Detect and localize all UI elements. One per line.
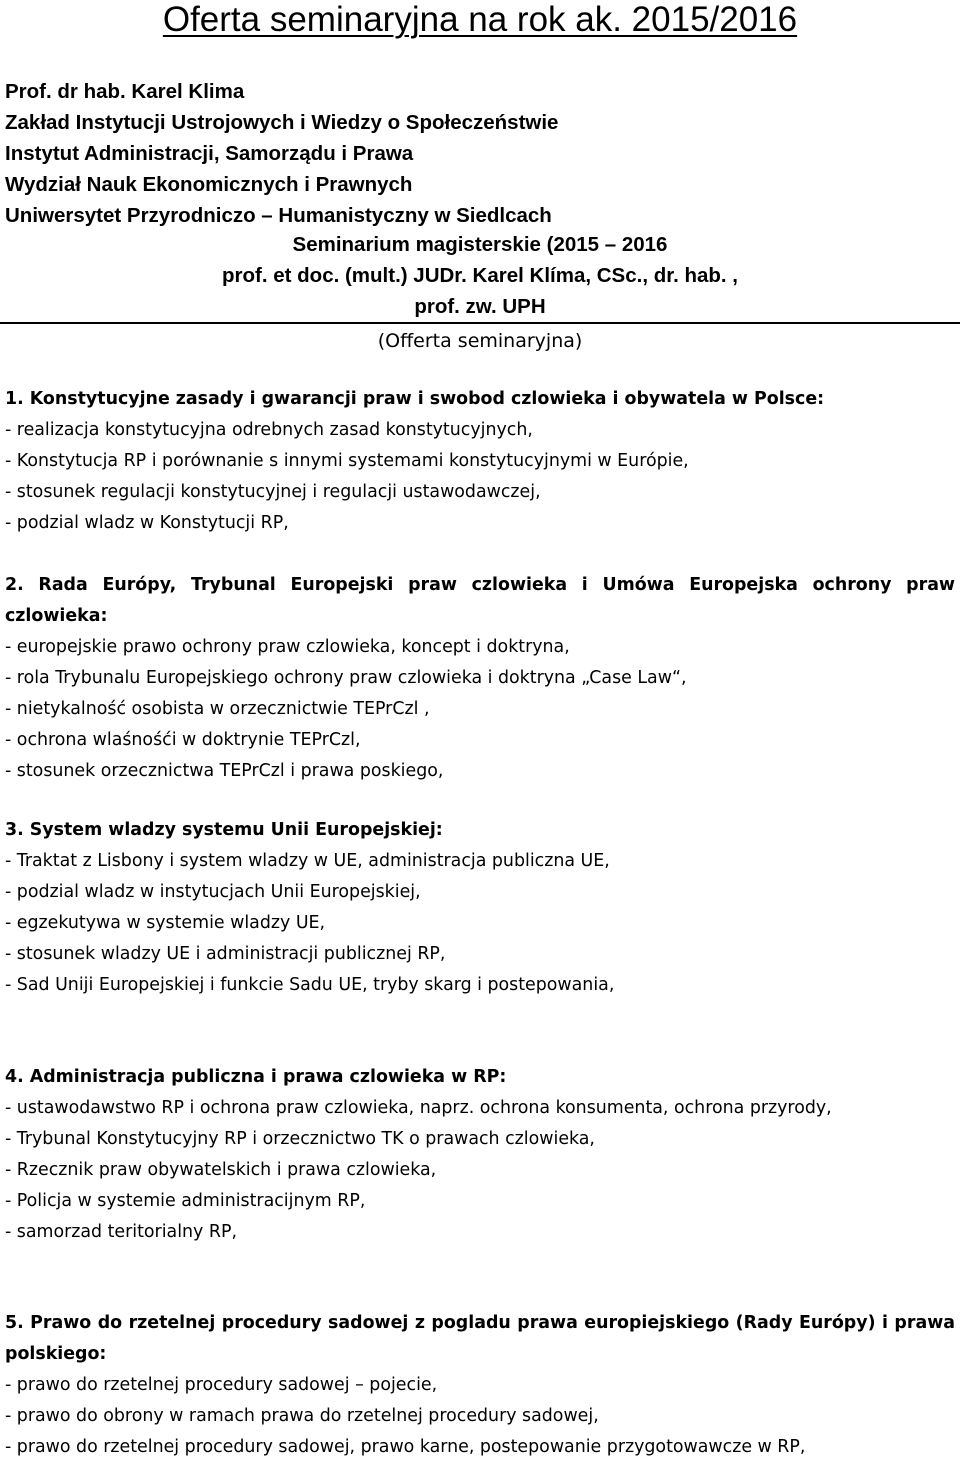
list-item: - prawo do obrony w ramach prawa do rzetelnej procedury sadowej, (5, 1406, 599, 1426)
author-block (5, 76, 558, 231)
section-3 (5, 815, 955, 1001)
supervisor-line-1: prof. et doc. (mult.) JUDr. Karel Klíma, CSc., dr. hab. , (221, 264, 738, 287)
section-items (5, 846, 955, 1001)
list-item: - Sad Uniji Europejskiej i funkcie Sadu UE, tryby skarg i postepowania, (5, 975, 615, 995)
author-institute: Instytut Administracji, Samorządu i Prawa (5, 142, 414, 165)
list-item: - europejskie prawo ochrony praw czlowieka, koncept i doktryna, (5, 637, 570, 657)
section-heading: 4. Administracja publiczna i prawa czlowieka w RP: (5, 1067, 507, 1087)
list-item: - ochrona wlaśnośći w doktrynie TEPrCzl, (5, 730, 361, 750)
document-subtitle: (Offerta seminaryjna) (377, 330, 583, 352)
horizontal-rule (0, 322, 960, 324)
supervisor-line-2: prof. zw. UPH (414, 295, 546, 318)
list-item: - egzekutywa w systemie wladzy UE, (5, 913, 326, 933)
section-items (5, 1370, 955, 1463)
document-title: Oferta seminaryjna na rok ak. 2015/2016 (162, 0, 798, 39)
list-item: - stosunek wladzy UE i administracji publicznej RP, (5, 944, 446, 964)
seminar-title: Seminarium magisterskie (2015 – 2016 (292, 233, 668, 256)
list-item: - samorzad teritorialny RP, (5, 1222, 237, 1242)
author-name: Prof. dr hab. Karel Klima (5, 80, 245, 103)
list-item: - Trybunal Konstytucyjny RP i orzecznictwo TK o prawach czlowieka, (5, 1129, 595, 1149)
section-items (5, 415, 955, 539)
section-1 (5, 384, 955, 539)
list-item: - stosunek orzecznictwa TEPrCzl i prawa poskiego, (5, 761, 444, 781)
list-item: - Traktat z Lisbony i system wladzy w UE, administracja publiczna UE, (5, 851, 610, 871)
list-item: - Policja w systemie administracijnym RP, (5, 1191, 366, 1211)
section-heading: 1. Konstytucyjne zasady i gwarancji praw i swobod czlowieka i obywatela w Polsce: (5, 389, 825, 409)
section-4 (5, 1062, 955, 1248)
author-university: Uniwersytet Przyrodniczo – Humanistyczny w Siedlcach (5, 204, 552, 227)
list-item: - Rzecznik praw obywatelskich i prawa czlowieka, (5, 1160, 437, 1180)
list-item: - prawo do rzetelnej procedury sadowej – pojecie, (5, 1375, 438, 1395)
section-5 (5, 1308, 955, 1463)
section-items (5, 632, 955, 787)
section-heading: 5. Prawo do rzetelnej procedury sadowej z pogladu prawa europiejskiego (Rady Európy) i prawa polskiego: (5, 1313, 955, 1364)
section-2 (5, 570, 955, 787)
list-item: - rola Trybunalu Europejskiego ochrony praw czlowieka i doktryna „Case Law“, (5, 668, 687, 688)
list-item: - stosunek regulacji konstytucyjnej i regulacji ustawodawczej, (5, 482, 541, 502)
author-department: Zakład Instytucji Ustrojowych i Wiedzy o Społeczeństwie (5, 111, 559, 134)
list-item: - ustawodawstwo RP i ochrona praw czlowieka, naprz. ochrona konsumenta, ochrona przyrody, (5, 1098, 832, 1118)
list-item: - realizacja konstytucyjna odrebnych zasad konstytucyjnych, (5, 420, 533, 440)
section-heading: 2. Rada Európy, Trybunal Europejski praw czlowieka i Umówa Europejska ochrony praw czlowieka: (5, 575, 955, 626)
list-item: - Konstytucja RP i porównanie s innymi systemami konstytucyjnymi w Európie, (5, 451, 689, 471)
list-item: - podzial wladz w instytucjach Unii Europejskiej, (5, 882, 421, 902)
section-items (5, 1093, 955, 1248)
list-item: - podzial wladz w Konstytucji RP, (5, 513, 289, 533)
author-faculty: Wydział Nauk Ekonomicznych i Prawnych (5, 173, 413, 196)
list-item: - nietykalność osobista w orzecznictwie TEPrCzl , (5, 699, 430, 719)
section-heading: 3. System wladzy systemu Unii Europejskiej: (5, 820, 443, 840)
list-item: - prawo do rzetelnej procedury sadowej, prawo karne, postepowanie przygotowawcze w RP, (5, 1437, 806, 1457)
